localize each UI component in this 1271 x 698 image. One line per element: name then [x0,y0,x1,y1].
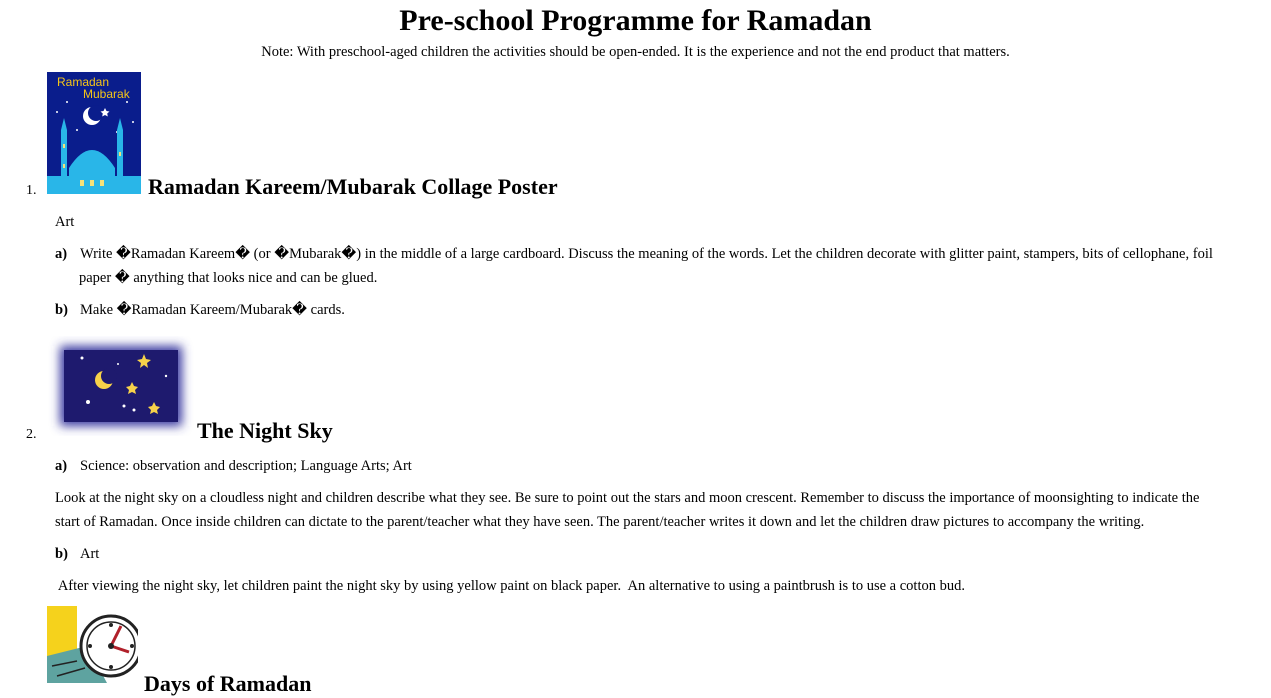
page-title: Pre-school Programme for Ramadan [399,4,872,37]
ramadan-caption-1: Ramadan [57,75,110,89]
item-text: Art [80,546,100,562]
list-item [55,542,99,566]
section-intro-1: Art [55,214,75,230]
paragraph-line: Look at the night sky on a cloudless night and children describe what they see. Be sure to point out the stars and moon crescent. Remember to discuss the importance of moonsighting to indicate the [55,490,1200,506]
list-item [55,454,412,478]
item-label: b) [55,302,68,318]
item-label: a) [55,246,68,262]
section-heading-2: The Night Sky [197,418,333,443]
ramadan-mubarak-image [47,72,141,194]
item-label: a) [55,458,68,474]
paragraph-line: start of Ramadan. Once inside children can dictate to the parent/teacher what they have seen. The parent/teacher writes it down and let the children draw pictures to accompany the writing. [55,514,1145,530]
section-number-2: 2. [26,427,37,442]
clock-image [47,606,138,683]
item-label: b) [55,546,68,562]
section-heading-1: Ramadan Kareem/Mubarak Collage Poster [148,174,558,199]
list-item [55,242,1213,266]
page-note: Note: With preschool-aged children the activities should be open-ended. It is the experience and not the end product that matters. [261,44,1010,60]
item-text: Make �Ramadan Kareem/Mubarak� cards. [80,302,345,318]
list-item-continuation: paper � anything that looks nice and can be glued. [79,270,378,286]
night-sky-image [48,336,194,436]
list-item [55,298,345,322]
item-text: Write �Ramadan Kareem� (or �Mubarak�) in the middle of a large cardboard. Discuss the meaning of the words. Let the children decorate with glitter paint, stampers, bits of cellophane, foil [80,246,1213,262]
section-heading-3: Days of Ramadan [144,671,312,696]
paragraph-line: After viewing the night sky, let children paint the night sky by using yellow paint on black paper. An alternative to using a paintbrush is to use a cotton bud. [55,578,965,594]
ramadan-caption-2: Mubarak [83,87,130,101]
item-text: Science: observation and description; Language Arts; Art [80,458,412,474]
section-number-1: 1. [26,183,37,198]
